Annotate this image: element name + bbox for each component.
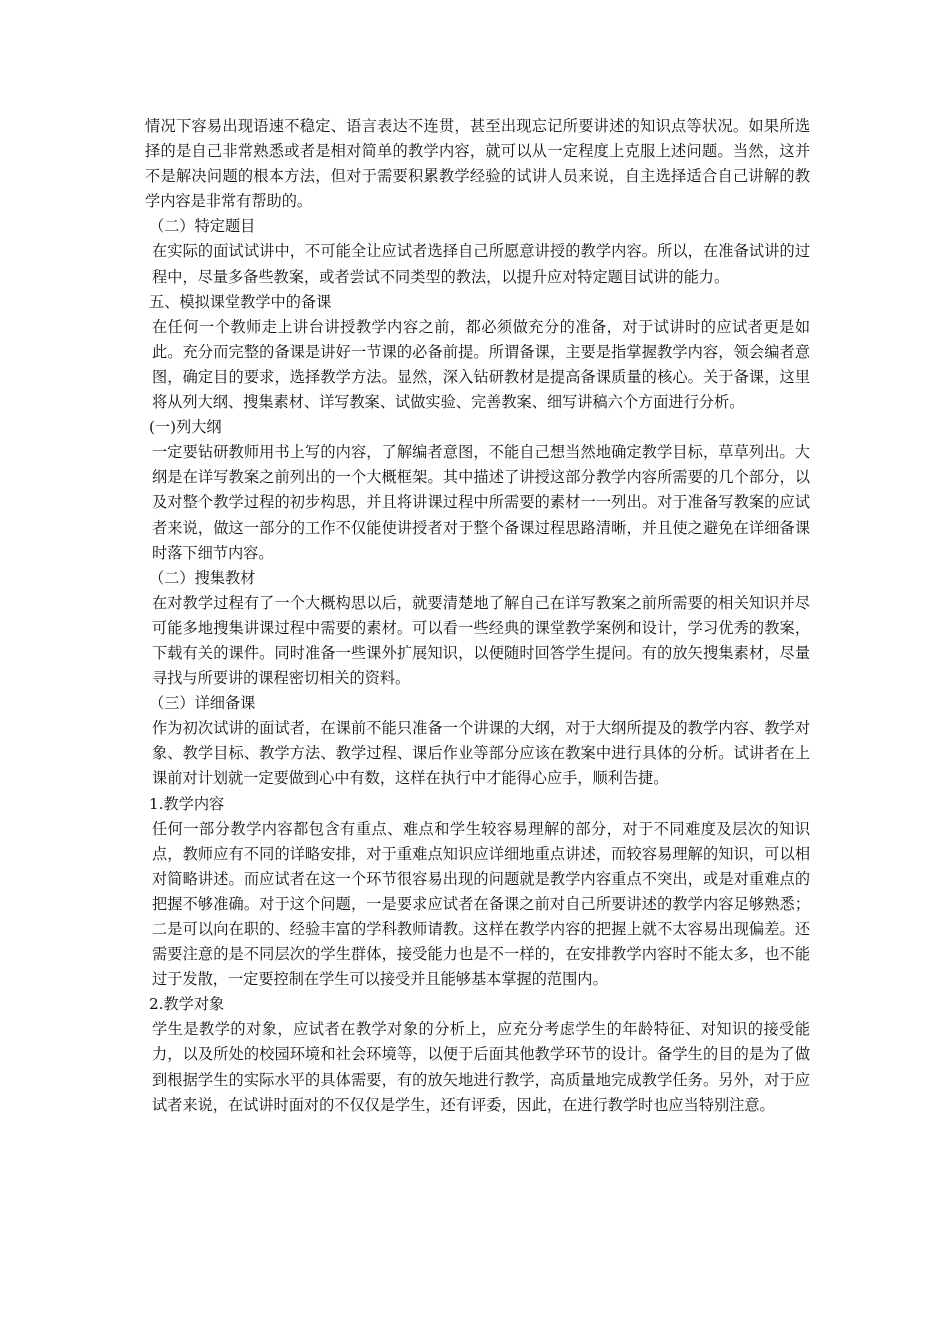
heading-detailed-preparation: （三）详细备课 [149, 694, 256, 713]
heading-section-five: 五、模拟课堂教学中的备课 [149, 292, 332, 311]
paragraph: 在实际的面试试讲中，不可能全让应试者选择自己所愿意讲授的教学内容。所以，在准备试讲的过程中，尽量多备些教案，或者尝试不同类型的教法，以提升应对特定题目试讲的能力。 [152, 242, 810, 286]
paragraph: 在任何一个教师走上讲台讲授教学内容之前，都必须做充分的准备，对于试讲时的应试者更是如此。充分而完整的备课是讲好一节课的必备前提。所谓备课，主要是指掌握教学内容，领会编者意图，确定目的要求，选择教学方法。显然，深入钻研教材是提高备课质量的核心。关于备课，这里将从列大纲、搜集素材、详写教案、试做实验、完善教案、细写讲稿六个方面进行分析。 [152, 317, 810, 412]
heading-outline: (一)列大纲 [149, 418, 222, 437]
heading-teaching-objects: 2.教学对象 [149, 995, 225, 1014]
heading-collect-materials: （二）搜集教材 [149, 568, 256, 587]
heading-teaching-content: 1.教学内容 [149, 794, 225, 813]
document-body [145, 114, 810, 1118]
paragraph: 学生是教学的对象，应试者在教学对象的分析上，应充分考虑学生的年龄特征、对知识的接受能力，以及所处的校园环境和社会环境等，以便于后面其他教学环节的设计。备学生的目的是为了做到根据学生的实际水平的具体需要，有的放矢地进行教学，高质量地完成教学任务。另外，对于应试者来说，在试讲时面对的不仅仅是学生，还有评委，因此，在进行教学时也应当特别注意。 [152, 1020, 810, 1114]
paragraph-continuation: 情况下容易出现语速不稳定、语言表达不连贯，甚至出现忘记所要讲述的知识点等状况。如果所选择的是自己非常熟悉或者是相对简单的教学内容，就可以从一定程度上克服上述问题。当然，这并不是解决问题的根本方法，但对于需要积累教学经验的试讲人员来说，自主选择适合自己讲解的教学内容是非常有帮助的。 [145, 117, 810, 211]
paragraph: 任何一部分教学内容都包含有重点、难点和学生较容易理解的部分，对于不同难度及层次的知识点，教师应有不同的详略安排，对于重难点知识应详细地重点讲述，而较容易理解的知识，可以相对简略讲述。而应试者在这一个环节很容易出现的问题就是教学内容重点不突出，或是对重难点的把握不够准确。对于这个问题，一是要求应试者在备课之前对自己所要讲述的教学内容足够熟悉；二是可以向在职的、经验丰富的学科教师请教。这样在教学内容的把握上就不太容易出现偏差。还需要注意的是不同层次的学生群体，接受能力也是不一样的，在安排教学内容时不能太多，也不能过于发散，一定要控制在学生可以接受并且能够基本掌握的范围内。 [152, 819, 810, 989]
heading-specific-topics: （二）特定题目 [149, 217, 256, 236]
paragraph: 一定要钻研教师用书上写的内容，了解编者意图，不能自己想当然地确定教学目标，草草列出。大纲是在详写教案之前列出的一个大概框架。其中描述了讲授这部分教学内容所需要的几个部分，以及对整个教学过程的初步构思，并且将讲课过程中所需要的素材一一列出。对于准备写教案的应试者来说，做这一部分的工作不仅能使讲授者对于整个备课过程思路清晰，并且使之避免在详细备课时落下细节内容。 [152, 443, 810, 562]
paragraph: 作为初次试讲的面试者，在课前不能只准备一个讲课的大纲，对于大纲所提及的教学内容、教学对象、教学目标、教学方法、教学过程、课后作业等部分应该在教案中进行具体的分析。试讲者在上课前对计划就一定要做到心中有数，这样在执行中才能得心应手，顺利告捷。 [152, 719, 810, 788]
paragraph: 在对教学过程有了一个大概构思以后，就要清楚地了解自己在详写教案之前所需要的相关知识并尽可能多地搜集讲课过程中需要的素材。可以看一些经典的课堂教学案例和设计，学习优秀的教案，下载有关的课件。同时准备一些课外扩展知识，以便随时回答学生提问。有的放矢搜集素材，尽量寻找与所要讲的课程密切相关的资料。 [152, 593, 810, 688]
